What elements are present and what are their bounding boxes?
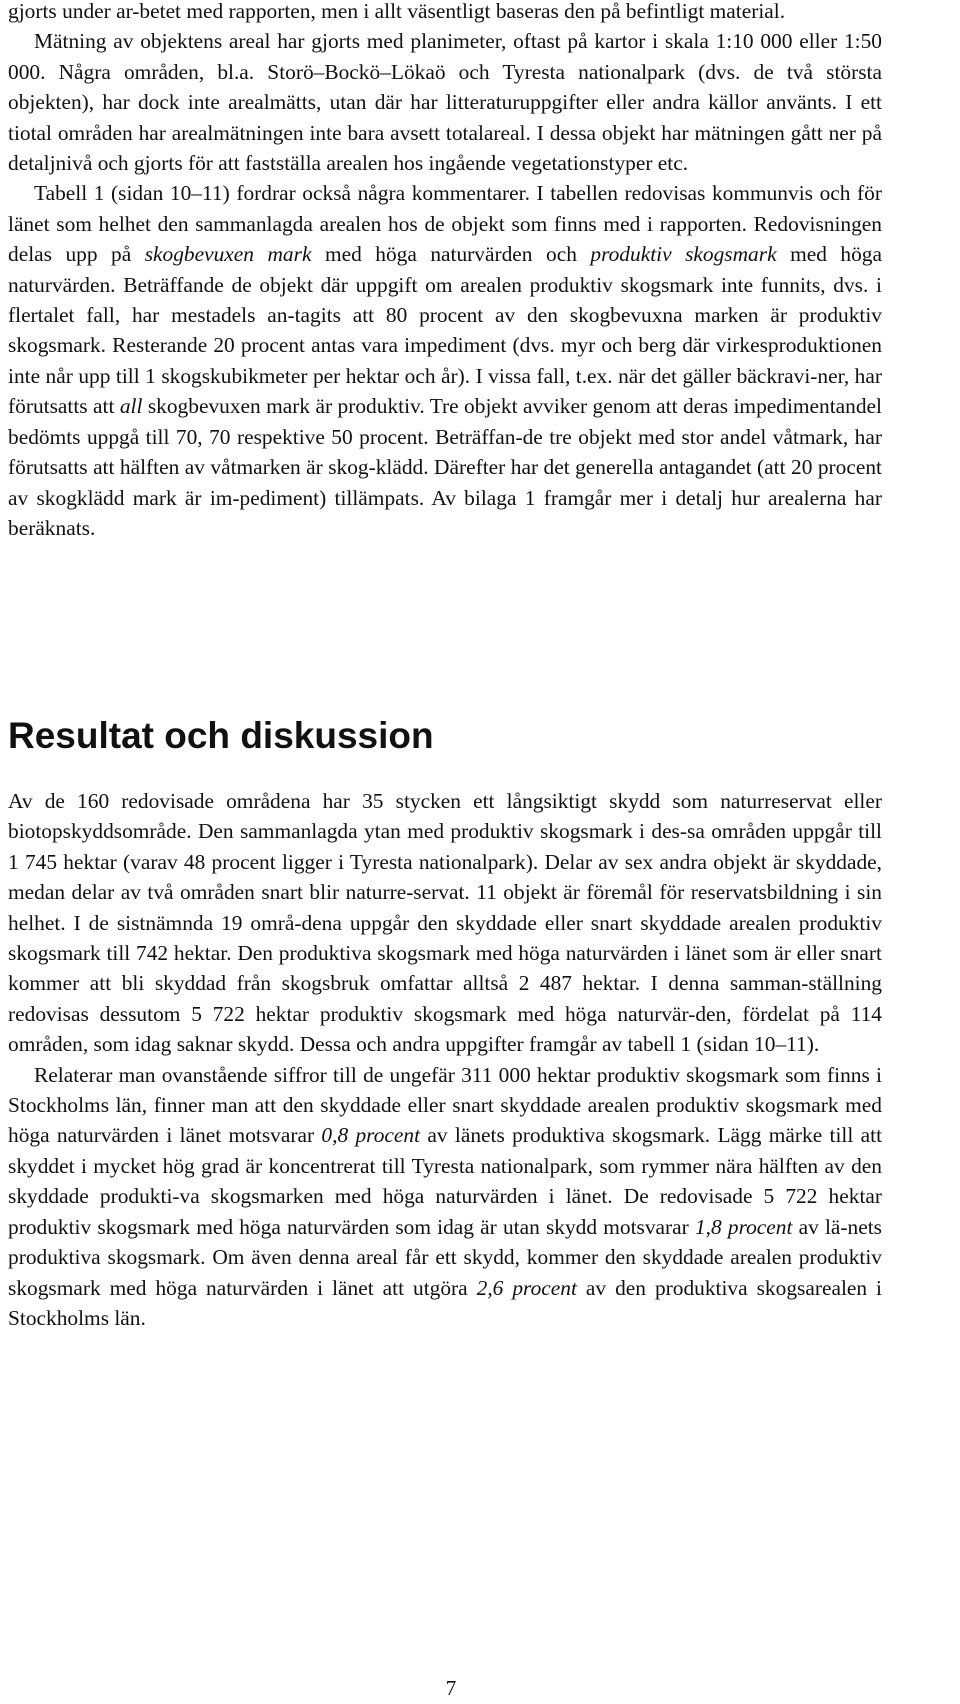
paragraph-comparison	[8, 1060, 882, 1334]
text-run: av den produktiva skogsarealen i Stockholms län.	[8, 1275, 882, 1330]
section-heading: Resultat och diskussion	[8, 715, 434, 756]
text-run: Relaterar man ovanstående siffror till de ungefär 311 000 hektar produktiv skogsmark som finns i Stockholms län, finner man att den skyddade eller snart skyddade arealen produktiv skogsmark med höga naturvärden i länet motsvarar	[8, 1062, 882, 1148]
paragraph-continuation	[8, 0, 882, 26]
text-run: Tabell 1 (sidan 10–11) fordrar också några kommentarer. I tabellen redovisas kommunvis och för länet som helhet den sammanlagda arealen hos de objekt som finns med i rapporten. Redovisningen delas upp på	[8, 181, 882, 267]
italic-text-run: 0,8 procent	[321, 1123, 421, 1148]
text-run: Av de 160 redovisade områdena har 35 stycken ett långsiktigt skydd som naturreservat eller biotopskyddsområde. Den sammanlagda ytan med produktiv skogsmark i des-sa områden uppgår till 1 745 hektar (varav 48 procent ligger i Tyresta nationalpark). Delar av sex andra objekt är skyddade, medan delar av två områden snart blir naturre-servat. 11 objekt är föremål för reservatsbildning i sin helhet. I de sistnämnda 19 områ-dena uppgår den skyddade eller snart skyddade arealen produktiv skogsmark till 742 hektar. Den produktiva skogsmark med höga naturvärden i länet som är eller snart kommer att bli skyddad från skogsbruk omfattar alltså 2 487 hektar. I denna samman-ställning redovisas dessutom 5 722 hektar produktiv skogsmark med höga naturvär-den, fördelat på 114 områden, som idag saknar skydd. Dessa och andra uppgifter framgår av tabell 1 (sidan 10–11).	[8, 789, 882, 1057]
paragraph-measurement	[8, 26, 882, 178]
text-run: av lä-nets produktiva skogsmark. Om även denna areal får ett skydd, kommer den skyddade arealen produktiv skogsmark med höga naturvärden i länet att utgöra	[8, 1214, 882, 1300]
body-text-bottom	[8, 786, 882, 1333]
text-run: gjorts under ar-betet med rapporten, men i allt väsentligt baseras den på befintligt material.	[8, 0, 786, 23]
text-run: med höga naturvärden och	[311, 242, 591, 267]
text-run: skogbevuxen mark är produktiv. Tre objekt avviker genom att deras impedimentandel bedömts uppgå till 70, 70 respektive 50 procent. Beträffan-de tre objekt med stor andel våtmark, har förutsatts att hälften av våtmarken är skog-klädd. Därefter har det generella antagandet (att 20 procent av skogklädd mark är im-pediment) tillämpats. Av bilaga 1 framgår mer i detalj hur arealerna har beräknats.	[8, 394, 882, 540]
text-run: Mätning av objektens areal har gjorts med planimeter, oftast på kartor i skala 1:10 000 eller 1:50 000. Några områden, bl.a. Storö–Bockö–Lökaö och Tyresta nationalpark (dvs. de två största objekten), har dock inte arealmätts, utan där har litteraturuppgifter eller andra källor använts. I ett tiotal områden har arealmätningen inte bara avsett totalareal. I dessa objekt har mätningen gått ner på detaljnivå och gjorts för att fastställa arealen hos ingående vegetationstyper etc.	[8, 29, 882, 176]
italic-text-run: 2,6 procent	[476, 1275, 577, 1300]
italic-text-run: 1,8 procent	[694, 1214, 793, 1239]
italic-text-run: produktiv skogsmark	[590, 242, 777, 267]
page-number: 7	[445, 1676, 457, 1700]
italic-text-run: all	[119, 394, 143, 419]
italic-text-run: skogbevuxen mark	[144, 242, 312, 267]
text-run: med höga naturvärden. Beträffande de objekt där uppgift om arealen produktiv skogsmark inte funnits, dvs. i flertalet fall, har mestadels an-tagits att 80 procent av den skogbevuxna marken är produktiv skogsmark. Resterande 20 procent antas vara impediment (dvs. myr och berg där virkesproduktionen inte når upp till 1 skogskubikmeter per hektar och år). I vissa fall, t.ex. när det gäller bäckravi-ner, har förutsatts att	[8, 242, 882, 419]
text-run: av länets produktiva skogsmark. Lägg märke till att skyddet i mycket hög grad är koncentrerat till Tyresta nationalpark, som rymmer nära hälften av den skyddade produkti-va skogsmarken med höga naturvärden i länet. De redovisade 5 722 hektar produktiv skogsmark med höga naturvärden som idag är utan skydd motsvarar	[8, 1123, 883, 1239]
paragraph-table-comments	[8, 178, 882, 543]
paragraph-results	[8, 786, 882, 1060]
body-text-top	[8, 0, 882, 543]
